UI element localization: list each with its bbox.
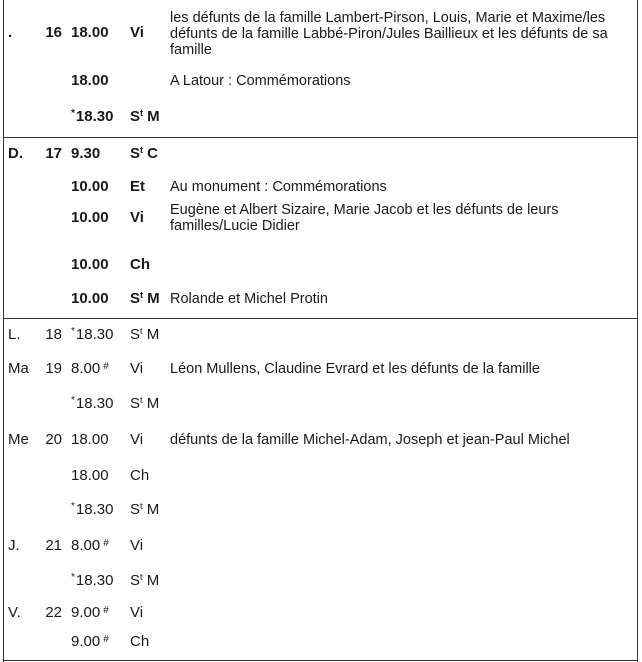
time-value: 18.00 [71, 467, 109, 484]
mass-time [71, 257, 109, 273]
mass-time [71, 146, 100, 162]
mass-time [71, 634, 109, 652]
time-prefix-mark: * [71, 108, 75, 119]
time-value: 10.00 [71, 178, 109, 195]
time-value: 9.00 [71, 633, 101, 650]
church-code [130, 396, 159, 412]
day-abbrev: Me [8, 431, 29, 448]
mass-intention: A Latour : Commémorations [170, 73, 351, 89]
mass-time [71, 468, 109, 484]
day-abbrev: Ma [8, 360, 29, 377]
church-code-sup: t [140, 326, 143, 336]
mass-intention: Léon Mullens, Claudine Evrard et les défunts de la famille [170, 361, 540, 377]
time-value: 18.30 [75, 572, 114, 589]
day-abbrev: V. [8, 604, 21, 621]
church-code-part: M [143, 108, 160, 125]
time-value: 10.00 [71, 209, 109, 226]
time-value: 8.00 [71, 537, 101, 554]
church-code-part: M [142, 395, 160, 412]
church-code-sup: t [140, 395, 143, 405]
day-number: 20 [45, 431, 62, 448]
mass-time [71, 502, 113, 520]
day-number: 21 [45, 537, 62, 554]
mass-time [71, 291, 109, 307]
church-code-part: S [130, 572, 141, 589]
day-abbrev: L. [8, 326, 21, 343]
time-prefix-mark: * [71, 326, 75, 337]
church-code: Et [130, 178, 145, 195]
mass-time [71, 361, 109, 379]
church-code-part: M [142, 572, 160, 589]
time-value: 10.00 [71, 256, 109, 273]
time-suffix-mark: # [103, 634, 109, 645]
day-number: 17 [45, 145, 62, 162]
church-code-part: M [143, 290, 160, 307]
church-code-part: S [130, 395, 141, 412]
church-code-part: M [142, 501, 160, 518]
mass-time [71, 432, 109, 448]
mass-time [71, 327, 113, 345]
time-prefix-mark: * [71, 572, 75, 583]
time-prefix-mark: * [71, 395, 75, 406]
mass-intention: les défunts de la famille Lambert-Pirson, Louis, Marie et Maxime/les défunts de la famille Labbé-Piron/Jules Baillieux et les défunts de sa famille [170, 10, 608, 58]
day-abbrev: D. [8, 145, 23, 162]
block-divider [3, 318, 638, 319]
time-value: 8.00 [71, 360, 101, 377]
church-code-part: S [130, 290, 141, 307]
mass-time [71, 210, 109, 226]
table-left-border [3, 0, 4, 662]
church-code: Vi [130, 431, 144, 448]
church-code-sup: t [140, 145, 144, 155]
church-code-part: S [130, 326, 141, 343]
church-code [130, 291, 160, 307]
time-suffix-mark: # [103, 538, 109, 549]
mass-intention: défunts de la famille Michel-Adam, Joseph et jean-Paul Michel [170, 432, 570, 448]
church-code [130, 502, 159, 518]
time-value: 18.30 [75, 108, 114, 125]
church-code-sup: t [140, 290, 144, 300]
church-code-part: S [130, 145, 141, 162]
day-number: 19 [45, 360, 62, 377]
mass-time [71, 538, 109, 556]
church-code [130, 109, 160, 125]
church-code: Ch [130, 256, 150, 273]
mass-time [71, 396, 113, 414]
mass-intention: Rolande et Michel Protin [170, 291, 328, 307]
time-value: 9.30 [71, 145, 101, 162]
day-number: 22 [45, 604, 62, 621]
church-code: Vi [130, 24, 144, 41]
time-value: 18.30 [75, 501, 114, 518]
church-code-sup: t [140, 501, 143, 511]
church-code-part: C [143, 145, 159, 162]
day-abbrev: J. [8, 537, 20, 554]
time-prefix-mark: * [71, 501, 75, 512]
mass-intention: Eugène et Albert Sizaire, Marie Jacob et les défunts de leurs familles/Lucie Didier [170, 202, 559, 234]
time-value: 18.30 [75, 326, 114, 343]
church-code [130, 146, 158, 162]
church-code: Vi [130, 360, 144, 377]
church-code: Vi [130, 209, 144, 226]
church-code-sup: t [140, 108, 144, 118]
day-number: 18 [45, 326, 62, 343]
day-abbrev: . [8, 24, 13, 41]
time-value: 18.00 [71, 431, 109, 448]
church-code: Ch [130, 633, 150, 650]
block-divider [3, 137, 638, 138]
mass-time [71, 73, 109, 89]
time-suffix-mark: # [103, 361, 109, 372]
mass-time [71, 605, 109, 623]
day-number: 16 [45, 24, 62, 41]
mass-time [71, 25, 109, 41]
church-code [130, 327, 159, 343]
time-value: 18.00 [71, 24, 109, 41]
church-code-part: S [130, 108, 141, 125]
mass-time [71, 179, 109, 195]
church-code: Vi [130, 604, 144, 621]
table-bottom-border [3, 660, 638, 661]
church-code-part: S [130, 501, 141, 518]
church-code [130, 573, 159, 589]
time-value: 9.00 [71, 604, 101, 621]
church-code: Ch [130, 467, 150, 484]
mass-time [71, 109, 113, 127]
time-value: 10.00 [71, 290, 109, 307]
mass-time [71, 573, 113, 591]
mass-intention: Au monument : Commémorations [170, 179, 387, 195]
church-code: Vi [130, 537, 144, 554]
church-code-part: M [142, 326, 160, 343]
time-value: 18.00 [71, 72, 109, 89]
table-right-border [637, 0, 638, 662]
time-suffix-mark: # [103, 605, 109, 616]
time-value: 18.30 [75, 395, 114, 412]
church-code-sup: t [140, 572, 143, 582]
